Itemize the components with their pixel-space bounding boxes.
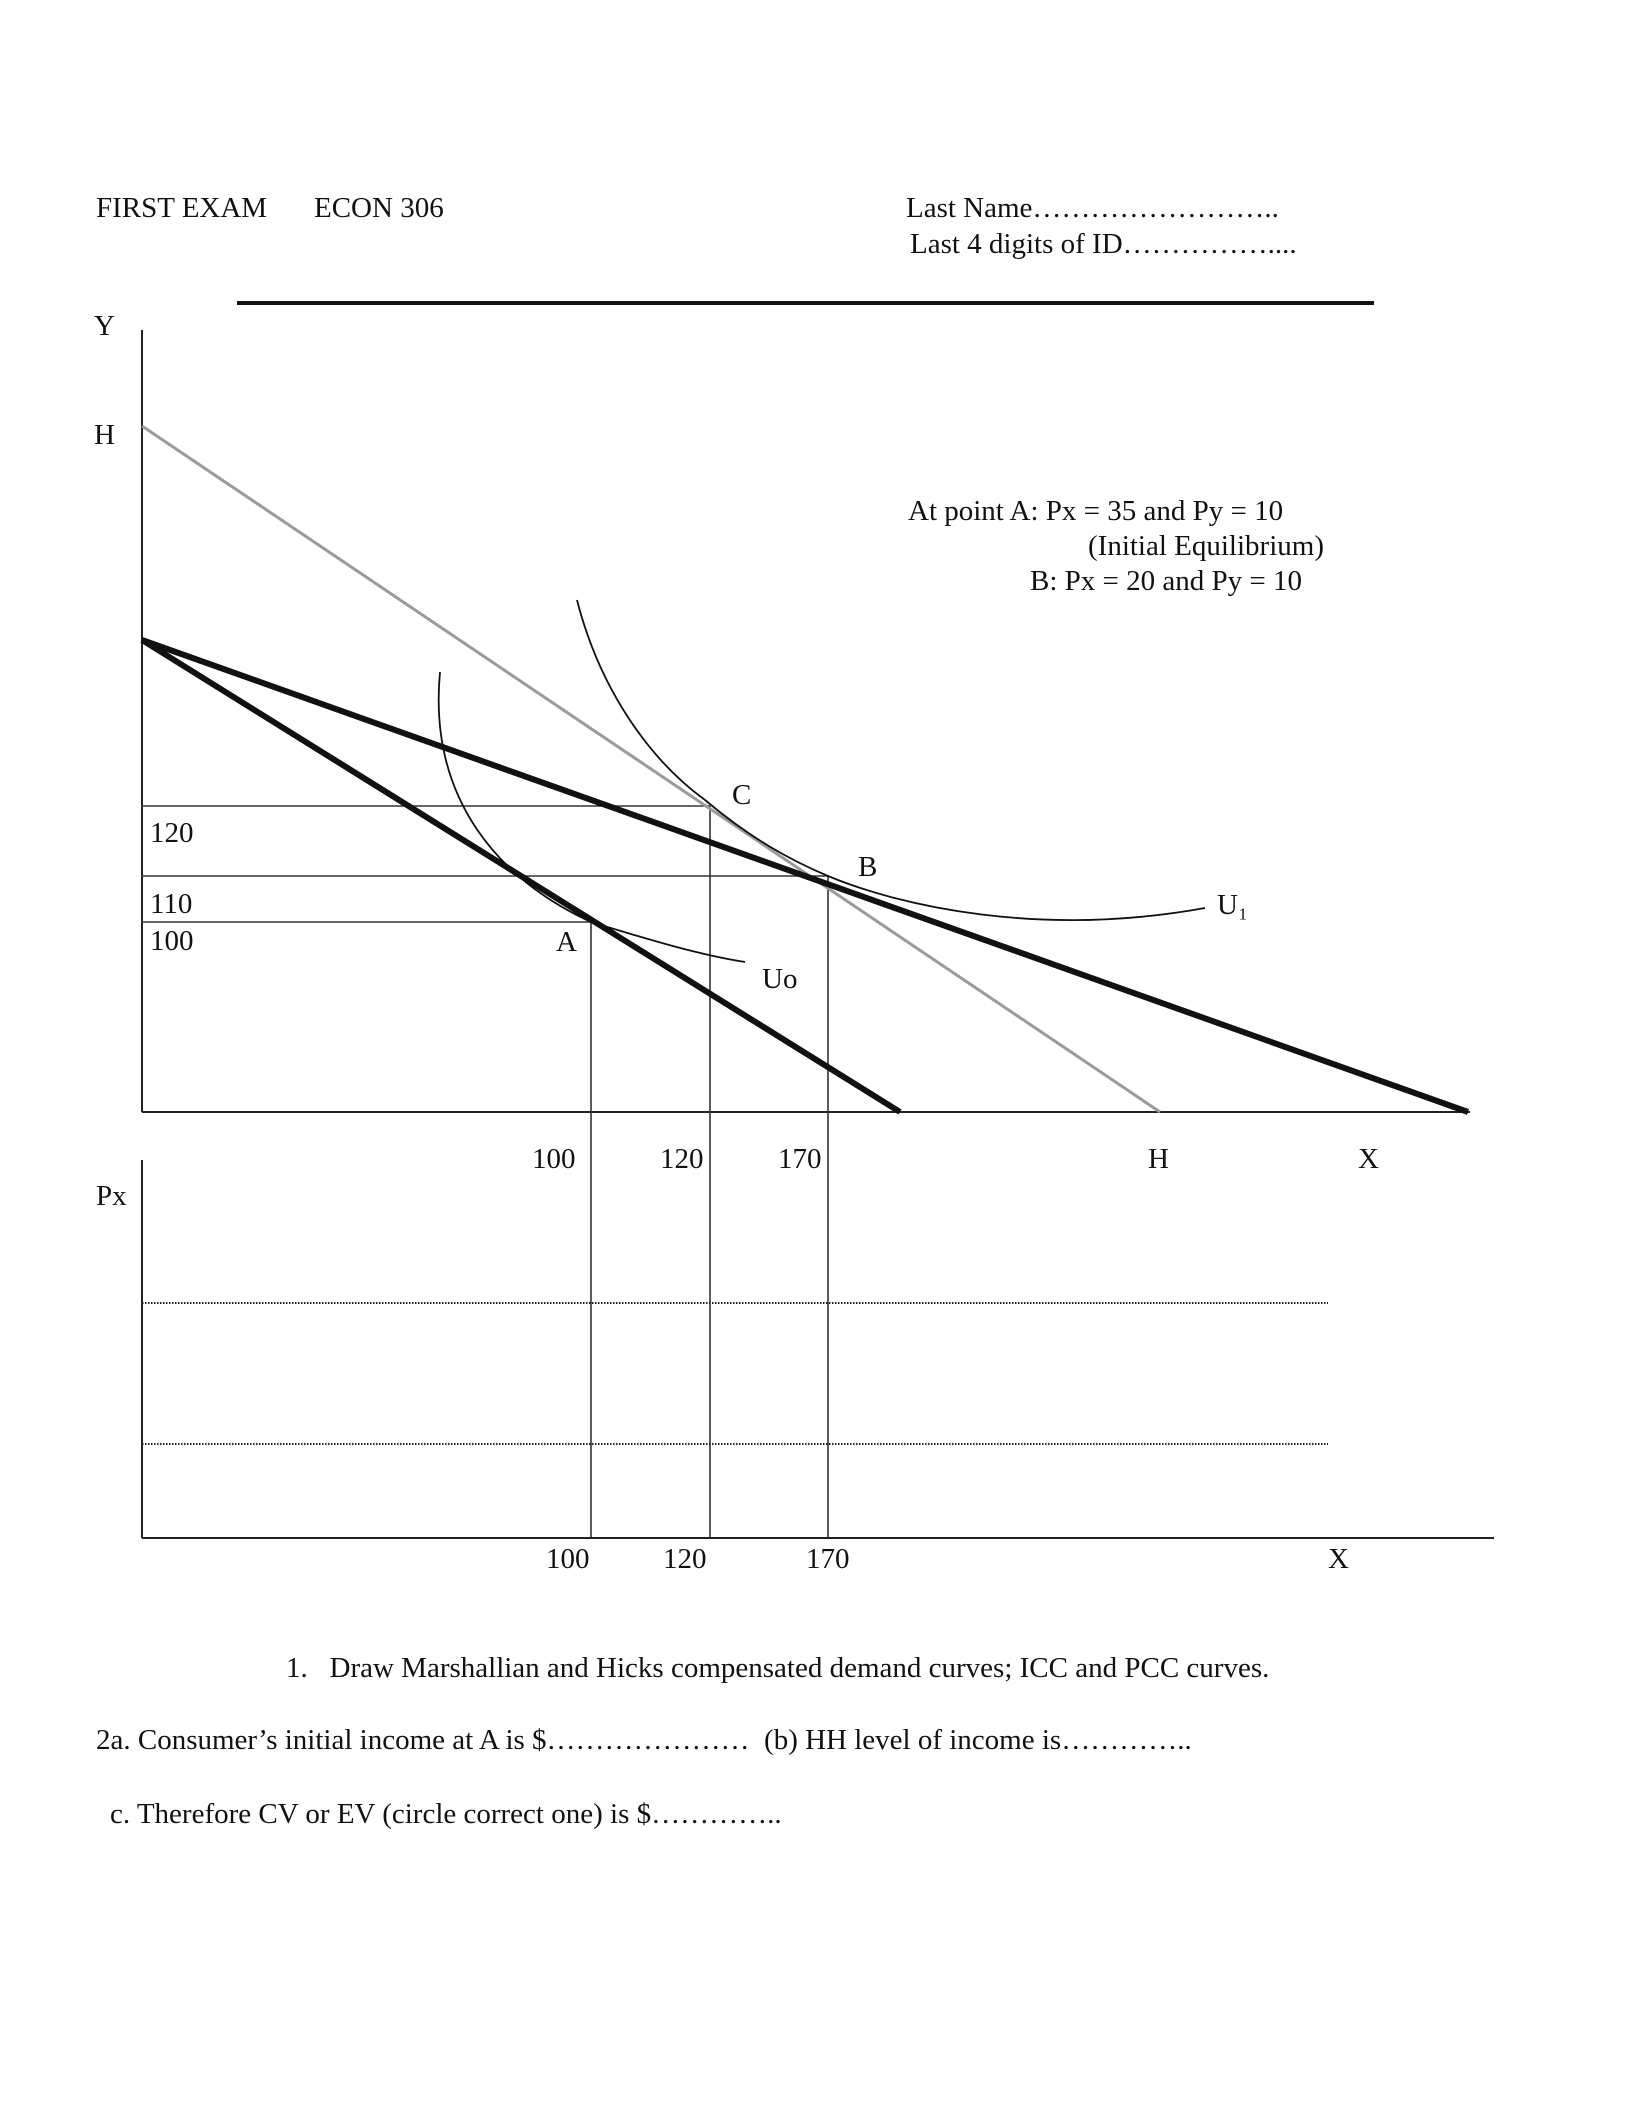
question-1: 1. Draw Marshallian and Hicks compensated demand curves; ICC and PCC curves. (286, 1652, 1270, 1684)
upper-x-tick-170: 170 (778, 1143, 822, 1175)
upper-x-tick-100: 100 (532, 1143, 576, 1175)
question-2c: c. Therefore CV or EV (circle correct one) is $………….. (110, 1798, 782, 1830)
point-label-b: B (858, 851, 878, 883)
x-intercept-h-label: H (1148, 1143, 1169, 1175)
y-tick-110: 110 (150, 888, 193, 920)
lower-x-axis-label: X (1328, 1543, 1349, 1575)
exam-title: FIRST EXAM (96, 192, 268, 224)
y-tick-120: 120 (150, 817, 194, 849)
curve-label-u1: U₁ (1217, 889, 1249, 921)
note-line-1: At point A: Px = 35 and Py = 10 (908, 495, 1284, 527)
y-intercept-h-label: H (94, 419, 115, 451)
lower-x-tick-100: 100 (546, 1543, 590, 1575)
budget-line-hh (142, 426, 1160, 1112)
note-line-2: (Initial Equilibrium) (1088, 530, 1324, 562)
y-tick-100: 100 (150, 925, 194, 957)
id-digits-field: Last 4 digits of ID…………….... (910, 228, 1297, 260)
lower-x-tick-170: 170 (806, 1543, 850, 1575)
point-label-c: C (732, 779, 752, 811)
note-line-3: B: Px = 20 and Py = 10 (1030, 565, 1302, 597)
last-name-field: Last Name…………………….. (906, 192, 1279, 224)
curve-label-u0: Uo (762, 963, 798, 995)
upper-x-tick-120: 120 (660, 1143, 704, 1175)
upper-y-axis-label: Y (94, 310, 115, 342)
point-label-a: A (556, 926, 577, 958)
indifference-curve-u1 (577, 600, 1205, 920)
course-code: ECON 306 (314, 192, 444, 224)
lower-y-axis-label: Px (96, 1180, 127, 1212)
lower-x-tick-120: 120 (663, 1543, 707, 1575)
question-2a: 2a. Consumer’s initial income at A is $………………… (b) HH level of income is………….. (96, 1724, 1192, 1756)
upper-x-axis-label: X (1358, 1143, 1379, 1175)
